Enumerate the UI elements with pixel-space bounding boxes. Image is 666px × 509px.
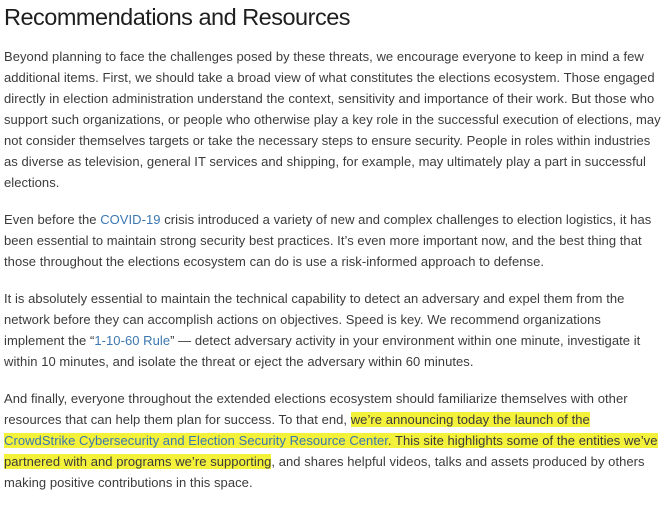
text: we’re announcing today the launch of the <box>350 412 590 427</box>
text: And finally, everyone throughout the extended elections ecosystem should familiarize themselves with other resources that can help them plan for success. To that end, <box>4 391 628 427</box>
covid-19-link[interactable]: COVID-19 <box>100 212 161 227</box>
text: crisis introduced a variety of new and complex challenges to election logistics, it has been essential to maintain strong security best practices. It’s even more important now, and the best thing that those throughout the elections ecosystem can do is use a risk-informed approach to defense. <box>4 212 652 269</box>
paragraph-resource-center <box>4 388 662 493</box>
1-10-60-rule-link[interactable]: 1-10-60 Rule <box>94 333 171 348</box>
paragraph-covid <box>4 209 662 272</box>
text: . This site highlights some of the entities we’ve partnered with and programs we’re supporting <box>4 433 658 469</box>
text: ” — detect adversary activity in your environment within one minute, investigate it within 10 minutes, and isolate the threat or eject the adversary within 60 minutes. <box>4 333 641 369</box>
text: It is absolutely essential to maintain the technical capability to detect an adversary and expel them from the network before they can accomplish actions on objectives. Speed is key. We recommend organizations implement the “ <box>4 291 625 348</box>
section-heading: Recommendations and Resources <box>4 4 351 30</box>
paragraph-ecosystem: Beyond planning to face the challenges posed by these threats, we encourage everyone to keep in mind a few additional items. First, we should take a broad view of what constitutes the elections ecosystem. Those engaged directly in election administration understand the context, sensitivity and importance of their work. But those who support such organizations, or people who otherwise play a key role in the successful execution of elections, may not consider themselves targets or take the necessary steps to ensure security. People in roles within industries as diverse as television, general IT services and shipping, for example, may ultimately play a part in successful elections. <box>4 49 661 190</box>
text: , and shares helpful videos, talks and assets produced by others making positive contributions in this space. <box>4 454 645 490</box>
paragraph-1-10-60 <box>4 288 662 372</box>
resource-center-link[interactable]: CrowdStrike Cybersecurity and Election Security Resource Center <box>4 433 388 448</box>
text: Even before the <box>4 212 101 227</box>
